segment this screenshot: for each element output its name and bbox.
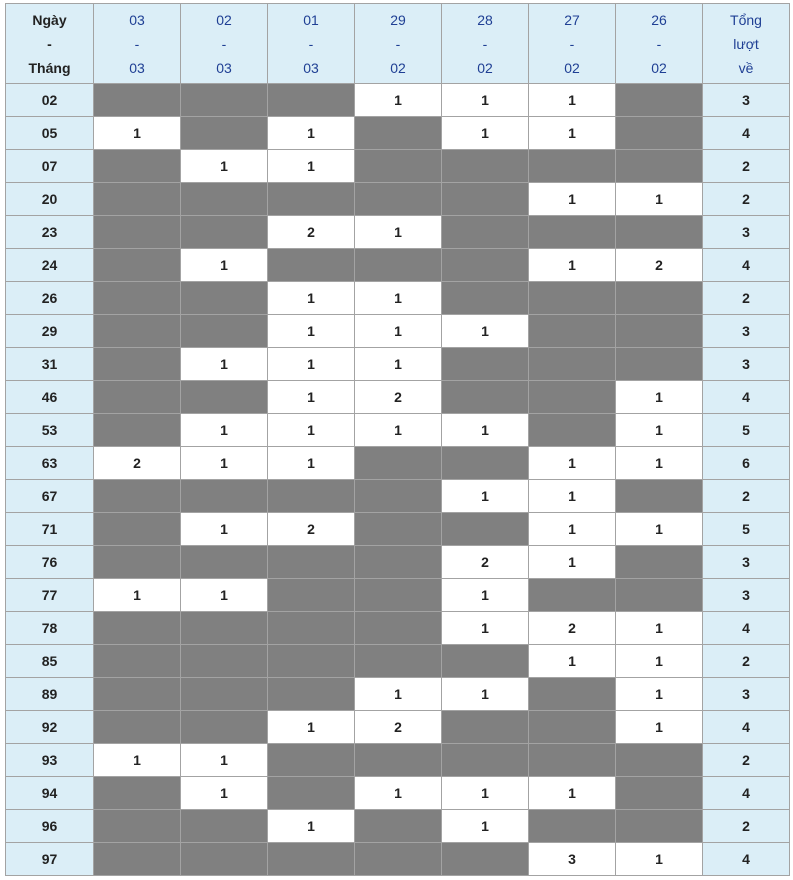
table-row xyxy=(6,546,790,579)
miss-cell xyxy=(181,546,268,579)
hit-cell: 1 xyxy=(181,150,268,183)
date-header-1: 03 - 03 xyxy=(94,4,181,84)
miss-cell xyxy=(616,150,703,183)
miss-cell xyxy=(94,84,181,117)
row-number: 85 xyxy=(6,645,94,678)
table-row xyxy=(6,744,790,777)
hit-cell: 1 xyxy=(355,777,442,810)
row-number: 76 xyxy=(6,546,94,579)
miss-cell xyxy=(442,249,529,282)
date-header-3: 01 - 03 xyxy=(268,4,355,84)
miss-cell xyxy=(442,216,529,249)
hit-cell: 2 xyxy=(616,249,703,282)
miss-cell xyxy=(616,579,703,612)
table-row xyxy=(6,513,790,546)
table-row xyxy=(6,414,790,447)
hit-cell: 2 xyxy=(355,381,442,414)
miss-cell xyxy=(355,810,442,843)
miss-cell xyxy=(181,216,268,249)
table-body xyxy=(6,84,790,876)
miss-cell xyxy=(94,249,181,282)
row-number: 67 xyxy=(6,480,94,513)
hit-cell: 1 xyxy=(181,447,268,480)
miss-cell xyxy=(616,282,703,315)
row-total: 2 xyxy=(703,744,790,777)
table-row xyxy=(6,117,790,150)
miss-cell xyxy=(94,216,181,249)
miss-cell xyxy=(181,282,268,315)
miss-cell xyxy=(268,843,355,876)
miss-cell xyxy=(94,546,181,579)
table-row xyxy=(6,315,790,348)
miss-cell xyxy=(616,744,703,777)
hit-cell: 1 xyxy=(355,216,442,249)
hit-cell: 1 xyxy=(616,843,703,876)
row-number: 96 xyxy=(6,810,94,843)
miss-cell xyxy=(181,117,268,150)
row-total: 5 xyxy=(703,513,790,546)
hit-cell: 1 xyxy=(529,777,616,810)
miss-cell xyxy=(529,282,616,315)
table-row xyxy=(6,447,790,480)
miss-cell xyxy=(616,117,703,150)
miss-cell xyxy=(94,282,181,315)
table-row xyxy=(6,183,790,216)
hit-cell: 1 xyxy=(442,84,529,117)
corner-header: Ngày - Tháng xyxy=(6,4,94,84)
miss-cell xyxy=(616,546,703,579)
hit-cell: 1 xyxy=(268,282,355,315)
total-header: Tổng lượt về xyxy=(703,4,790,84)
table-row xyxy=(6,579,790,612)
miss-cell xyxy=(268,579,355,612)
miss-cell xyxy=(181,183,268,216)
table-row xyxy=(6,150,790,183)
miss-cell xyxy=(529,150,616,183)
hit-cell: 1 xyxy=(529,480,616,513)
hit-cell: 2 xyxy=(442,546,529,579)
table-row xyxy=(6,480,790,513)
row-number: 92 xyxy=(6,711,94,744)
miss-cell xyxy=(181,612,268,645)
hit-cell: 1 xyxy=(181,777,268,810)
miss-cell xyxy=(94,678,181,711)
hit-cell: 1 xyxy=(442,612,529,645)
miss-cell xyxy=(616,810,703,843)
miss-cell xyxy=(616,315,703,348)
table-row xyxy=(6,711,790,744)
hit-cell: 1 xyxy=(442,678,529,711)
row-number: 31 xyxy=(6,348,94,381)
row-number: 97 xyxy=(6,843,94,876)
hit-cell: 1 xyxy=(181,744,268,777)
miss-cell xyxy=(442,513,529,546)
row-total: 3 xyxy=(703,678,790,711)
miss-cell xyxy=(529,711,616,744)
miss-cell xyxy=(355,579,442,612)
hit-cell: 1 xyxy=(616,645,703,678)
hit-cell: 1 xyxy=(442,315,529,348)
table-row xyxy=(6,381,790,414)
table-row xyxy=(6,282,790,315)
miss-cell xyxy=(181,645,268,678)
hit-cell: 1 xyxy=(616,447,703,480)
row-total: 3 xyxy=(703,579,790,612)
hit-cell: 1 xyxy=(94,117,181,150)
miss-cell xyxy=(616,216,703,249)
miss-cell xyxy=(355,249,442,282)
miss-cell xyxy=(268,645,355,678)
hit-cell: 1 xyxy=(355,348,442,381)
miss-cell xyxy=(442,150,529,183)
miss-cell xyxy=(355,150,442,183)
miss-cell xyxy=(268,84,355,117)
miss-cell xyxy=(442,744,529,777)
hit-cell: 1 xyxy=(268,810,355,843)
miss-cell xyxy=(616,777,703,810)
miss-cell xyxy=(355,546,442,579)
table-row xyxy=(6,645,790,678)
hit-cell: 1 xyxy=(442,777,529,810)
date-header-2: 02 - 03 xyxy=(181,4,268,84)
miss-cell xyxy=(181,711,268,744)
hit-cell: 1 xyxy=(442,579,529,612)
miss-cell xyxy=(355,183,442,216)
hit-cell: 1 xyxy=(442,810,529,843)
miss-cell xyxy=(94,711,181,744)
miss-cell xyxy=(442,183,529,216)
row-total: 4 xyxy=(703,612,790,645)
hit-cell: 1 xyxy=(355,414,442,447)
miss-cell xyxy=(442,282,529,315)
miss-cell xyxy=(355,645,442,678)
miss-cell xyxy=(268,249,355,282)
miss-cell xyxy=(268,777,355,810)
miss-cell xyxy=(355,843,442,876)
row-total: 5 xyxy=(703,414,790,447)
hit-cell: 1 xyxy=(268,711,355,744)
hit-cell: 1 xyxy=(181,513,268,546)
miss-cell xyxy=(442,645,529,678)
miss-cell xyxy=(442,348,529,381)
miss-cell xyxy=(616,348,703,381)
row-total: 3 xyxy=(703,84,790,117)
miss-cell xyxy=(529,414,616,447)
miss-cell xyxy=(94,612,181,645)
hit-cell: 1 xyxy=(616,612,703,645)
row-number: 07 xyxy=(6,150,94,183)
table-row xyxy=(6,810,790,843)
row-total: 4 xyxy=(703,381,790,414)
row-total: 3 xyxy=(703,546,790,579)
hit-cell: 1 xyxy=(268,117,355,150)
row-total: 2 xyxy=(703,480,790,513)
row-total: 4 xyxy=(703,711,790,744)
table-row xyxy=(6,612,790,645)
miss-cell xyxy=(355,480,442,513)
row-number: 78 xyxy=(6,612,94,645)
row-number: 05 xyxy=(6,117,94,150)
miss-cell xyxy=(442,447,529,480)
hit-cell: 1 xyxy=(94,579,181,612)
row-number: 26 xyxy=(6,282,94,315)
hit-cell: 1 xyxy=(442,414,529,447)
miss-cell xyxy=(94,348,181,381)
hit-cell: 3 xyxy=(529,843,616,876)
hit-cell: 1 xyxy=(355,84,442,117)
miss-cell xyxy=(355,513,442,546)
hit-cell: 1 xyxy=(616,513,703,546)
miss-cell xyxy=(94,315,181,348)
hit-cell: 1 xyxy=(268,348,355,381)
hit-cell: 1 xyxy=(442,117,529,150)
hit-cell: 1 xyxy=(529,249,616,282)
hit-cell: 1 xyxy=(616,381,703,414)
table-row xyxy=(6,249,790,282)
hit-cell: 1 xyxy=(181,249,268,282)
table-row xyxy=(6,843,790,876)
miss-cell xyxy=(442,381,529,414)
miss-cell xyxy=(268,678,355,711)
date-header-4: 29 - 02 xyxy=(355,4,442,84)
miss-cell xyxy=(181,480,268,513)
row-total: 3 xyxy=(703,216,790,249)
miss-cell xyxy=(355,612,442,645)
row-total: 2 xyxy=(703,183,790,216)
row-total: 4 xyxy=(703,117,790,150)
hit-cell: 1 xyxy=(355,282,442,315)
hit-cell: 1 xyxy=(529,447,616,480)
miss-cell xyxy=(529,810,616,843)
miss-cell xyxy=(529,216,616,249)
row-number: 94 xyxy=(6,777,94,810)
row-number: 71 xyxy=(6,513,94,546)
hit-cell: 1 xyxy=(529,546,616,579)
miss-cell xyxy=(181,381,268,414)
row-total: 3 xyxy=(703,348,790,381)
hit-cell: 1 xyxy=(616,414,703,447)
hit-cell: 1 xyxy=(529,513,616,546)
miss-cell xyxy=(181,810,268,843)
lottery-frequency-table xyxy=(5,3,790,876)
miss-cell xyxy=(94,480,181,513)
hit-cell: 1 xyxy=(616,183,703,216)
miss-cell xyxy=(355,447,442,480)
miss-cell xyxy=(94,810,181,843)
row-number: 53 xyxy=(6,414,94,447)
miss-cell xyxy=(268,183,355,216)
row-number: 24 xyxy=(6,249,94,282)
miss-cell xyxy=(616,480,703,513)
row-total: 4 xyxy=(703,777,790,810)
row-number: 63 xyxy=(6,447,94,480)
miss-cell xyxy=(616,84,703,117)
row-number: 23 xyxy=(6,216,94,249)
hit-cell: 2 xyxy=(355,711,442,744)
miss-cell xyxy=(268,480,355,513)
hit-cell: 1 xyxy=(268,447,355,480)
hit-cell: 1 xyxy=(616,711,703,744)
miss-cell xyxy=(529,678,616,711)
table-row xyxy=(6,777,790,810)
miss-cell xyxy=(529,579,616,612)
row-total: 4 xyxy=(703,249,790,282)
row-total: 3 xyxy=(703,315,790,348)
miss-cell xyxy=(181,678,268,711)
row-number: 89 xyxy=(6,678,94,711)
miss-cell xyxy=(181,843,268,876)
miss-cell xyxy=(181,84,268,117)
row-total: 2 xyxy=(703,810,790,843)
miss-cell xyxy=(181,315,268,348)
row-number: 02 xyxy=(6,84,94,117)
hit-cell: 1 xyxy=(529,84,616,117)
hit-cell: 1 xyxy=(268,315,355,348)
row-total: 2 xyxy=(703,282,790,315)
row-total: 4 xyxy=(703,843,790,876)
header-row xyxy=(6,4,790,84)
miss-cell xyxy=(94,843,181,876)
date-header-6: 27 - 02 xyxy=(529,4,616,84)
hit-cell: 1 xyxy=(268,414,355,447)
table-row xyxy=(6,348,790,381)
row-number: 29 xyxy=(6,315,94,348)
miss-cell xyxy=(94,777,181,810)
miss-cell xyxy=(529,348,616,381)
date-header-5: 28 - 02 xyxy=(442,4,529,84)
row-number: 77 xyxy=(6,579,94,612)
hit-cell: 2 xyxy=(268,216,355,249)
miss-cell xyxy=(94,645,181,678)
hit-cell: 1 xyxy=(442,480,529,513)
miss-cell xyxy=(529,744,616,777)
hit-cell: 1 xyxy=(181,414,268,447)
hit-cell: 1 xyxy=(268,381,355,414)
miss-cell xyxy=(442,711,529,744)
hit-cell: 2 xyxy=(268,513,355,546)
miss-cell xyxy=(355,117,442,150)
miss-cell xyxy=(355,744,442,777)
miss-cell xyxy=(442,843,529,876)
hit-cell: 2 xyxy=(94,447,181,480)
table-row xyxy=(6,84,790,117)
miss-cell xyxy=(94,513,181,546)
date-header-7: 26 - 02 xyxy=(616,4,703,84)
miss-cell xyxy=(529,381,616,414)
miss-cell xyxy=(268,546,355,579)
miss-cell xyxy=(94,381,181,414)
table-row xyxy=(6,216,790,249)
hit-cell: 1 xyxy=(529,117,616,150)
row-total: 2 xyxy=(703,150,790,183)
table-row xyxy=(6,678,790,711)
row-number: 46 xyxy=(6,381,94,414)
row-number: 20 xyxy=(6,183,94,216)
hit-cell: 1 xyxy=(529,645,616,678)
hit-cell: 1 xyxy=(94,744,181,777)
hit-cell: 1 xyxy=(268,150,355,183)
hit-cell: 1 xyxy=(616,678,703,711)
miss-cell xyxy=(268,612,355,645)
hit-cell: 1 xyxy=(181,579,268,612)
miss-cell xyxy=(94,150,181,183)
miss-cell xyxy=(268,744,355,777)
miss-cell xyxy=(94,414,181,447)
row-total: 6 xyxy=(703,447,790,480)
row-number: 93 xyxy=(6,744,94,777)
hit-cell: 2 xyxy=(529,612,616,645)
miss-cell xyxy=(529,315,616,348)
hit-cell: 1 xyxy=(529,183,616,216)
hit-cell: 1 xyxy=(181,348,268,381)
hit-cell: 1 xyxy=(355,678,442,711)
hit-cell: 1 xyxy=(355,315,442,348)
row-total: 2 xyxy=(703,645,790,678)
miss-cell xyxy=(94,183,181,216)
